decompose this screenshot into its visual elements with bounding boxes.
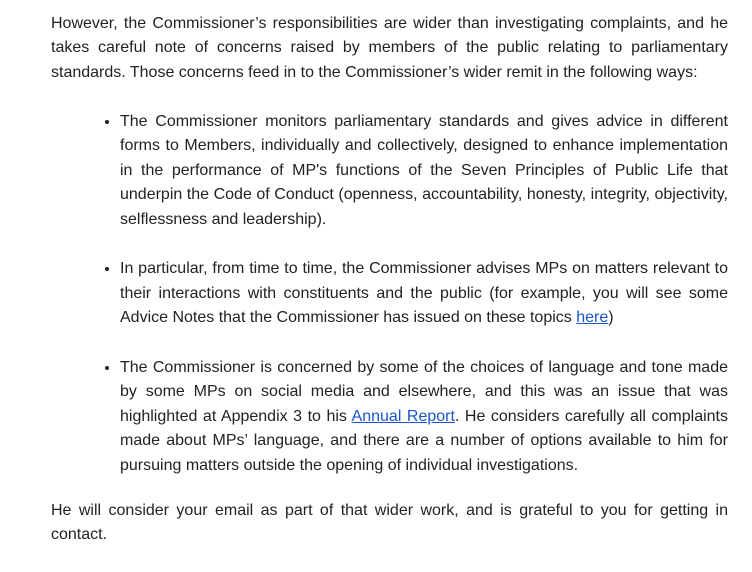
bullet-language-tone-text-end: . He considers carefully all complaints made about MPs’ language, and there are a number of options available to him for pursuing matters outside the opening of individual investigations. [120, 407, 728, 474]
bullet-advice-notes-text-end: ) [608, 309, 614, 327]
here-link[interactable]: here [576, 309, 609, 327]
bullet-advice-notes-text: In particular, from time to time, the Commissioner advises MPs on matters relevant to their interactions with constituents and the public (for example, you will see some Advice Notes that the Commissioner has issued on these topics [120, 260, 728, 327]
bullet-monitoring-standards-text: The Commissioner monitors parliamentary standards and gives advice in different forms to Members, individually and collectively, designed to enhance implementation in the performance of MP's functions of the Seven Principles of Public Life that underpin the Code of Conduct (openness, accountability, honesty, integrity, objectivity, selflessness and leadership). [120, 113, 728, 228]
annual-report-link[interactable]: Annual Report [351, 407, 455, 425]
bullet-language-tone-text: The Commissioner is concerned by some of the choices of language and tone made by some MPs on social media and elsewhere, and this was an issue that was highlighted at Appendix 3 to his [120, 359, 728, 425]
remit-bullet-list [120, 109, 728, 502]
bullet-advice-notes [120, 256, 728, 330]
closing-paragraph: He will consider your email as part of that wider work, and is grateful to you for getting in contact. [51, 502, 728, 544]
bullet-monitoring-standards [120, 109, 728, 232]
bullet-language-tone [120, 355, 728, 478]
intro-paragraph: However, the Commissioner’s responsibilities are wider than investigating complaints, and he takes careful note of concerns raised by members of the public relating to parliamentary standards. Those concerns feed in to the Commissioner’s wider remit in the following ways: [51, 15, 728, 81]
